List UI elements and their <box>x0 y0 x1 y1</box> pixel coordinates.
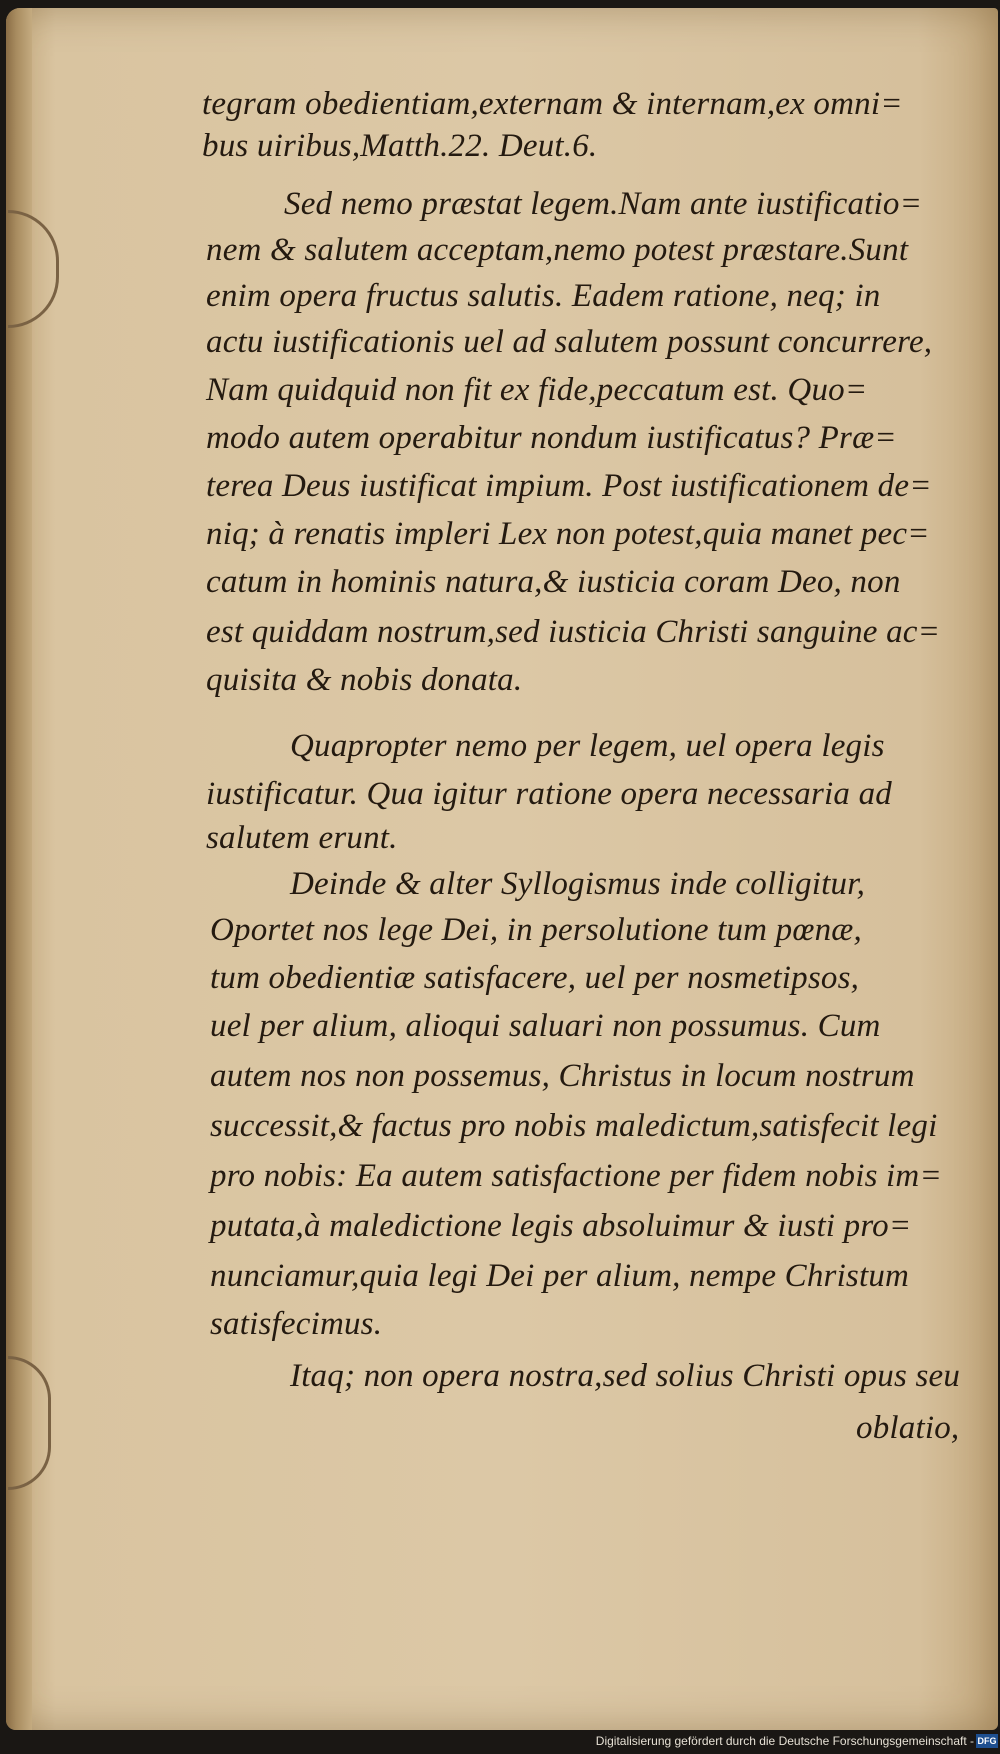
text-line: iustificatur. Qua igitur ratione opera necessaria ad <box>206 776 892 812</box>
catchword: oblatio, <box>856 1410 960 1446</box>
text-line: uel per alium, alioqui saluari non possumus. Cum <box>210 1008 881 1044</box>
text-line: Quapropter nemo per legem, uel opera legis <box>290 728 885 764</box>
digitization-credit: Digitalisierung gefördert durch die Deutsche Forschungsgemeinschaft - <box>595 1734 974 1748</box>
text-line: satisfecimus. <box>210 1306 383 1342</box>
text-line: Nam quidquid non fit ex fide,peccatum est. Quo= <box>206 372 868 408</box>
dfg-logo-icon: DFG <box>977 1736 997 1746</box>
text-line: nem & salutem acceptam,nemo potest præstare.Sunt <box>206 232 909 268</box>
text-line: bus uiribus,Matth.22. Deut.6. <box>202 128 598 164</box>
text-line: Itaq; non opera nostra,sed solius Christi opus seu <box>290 1358 961 1394</box>
text-line: autem nos non possemus, Christus in locum nostrum <box>210 1058 915 1094</box>
text-line: Sed nemo præstat legem.Nam ante iustificatio= <box>284 186 923 222</box>
text-line: terea Deus iustificat impium. Post iustificationem de= <box>206 468 932 504</box>
text-line: niq; à renatis impleri Lex non potest,quia manet pec= <box>206 516 930 552</box>
text-line: catum in hominis natura,& iusticia coram Deo, non <box>206 564 901 600</box>
page-text <box>6 8 998 1730</box>
book-page <box>6 8 998 1730</box>
text-line: est quiddam nostrum,sed iusticia Christi sanguine ac= <box>206 614 941 650</box>
text-line: nunciamur,quia legi Dei per alium, nempe Christum <box>210 1258 910 1294</box>
text-line: quisita & nobis donata. <box>206 662 523 698</box>
text-line: Oportet nos lege Dei, in persolutione tum pœnæ, <box>210 912 862 948</box>
text-line: pro nobis: Ea autem satisfactione per fidem nobis im= <box>210 1158 942 1194</box>
text-line: salutem erunt. <box>206 820 398 856</box>
text-line: tegram obedientiam,externam & internam,ex omni= <box>202 86 903 122</box>
text-line: successit,& factus pro nobis maledictum,satisfecit legi <box>210 1108 938 1144</box>
text-line: modo autem operabitur nondum iustificatus? Præ= <box>206 420 897 456</box>
text-line: actu iustificationis uel ad salutem possunt concurrere, <box>206 324 933 360</box>
text-line: tum obedientiæ satisfacere, uel per nosmetipsos, <box>210 960 860 996</box>
text-line: enim opera fructus salutis. Eadem ratione, neq; in <box>206 278 881 314</box>
text-line: Deinde & alter Syllogismus inde colligitur, <box>290 866 866 902</box>
text-line: putata,à maledictione legis absoluimur & iusti pro= <box>210 1208 912 1244</box>
